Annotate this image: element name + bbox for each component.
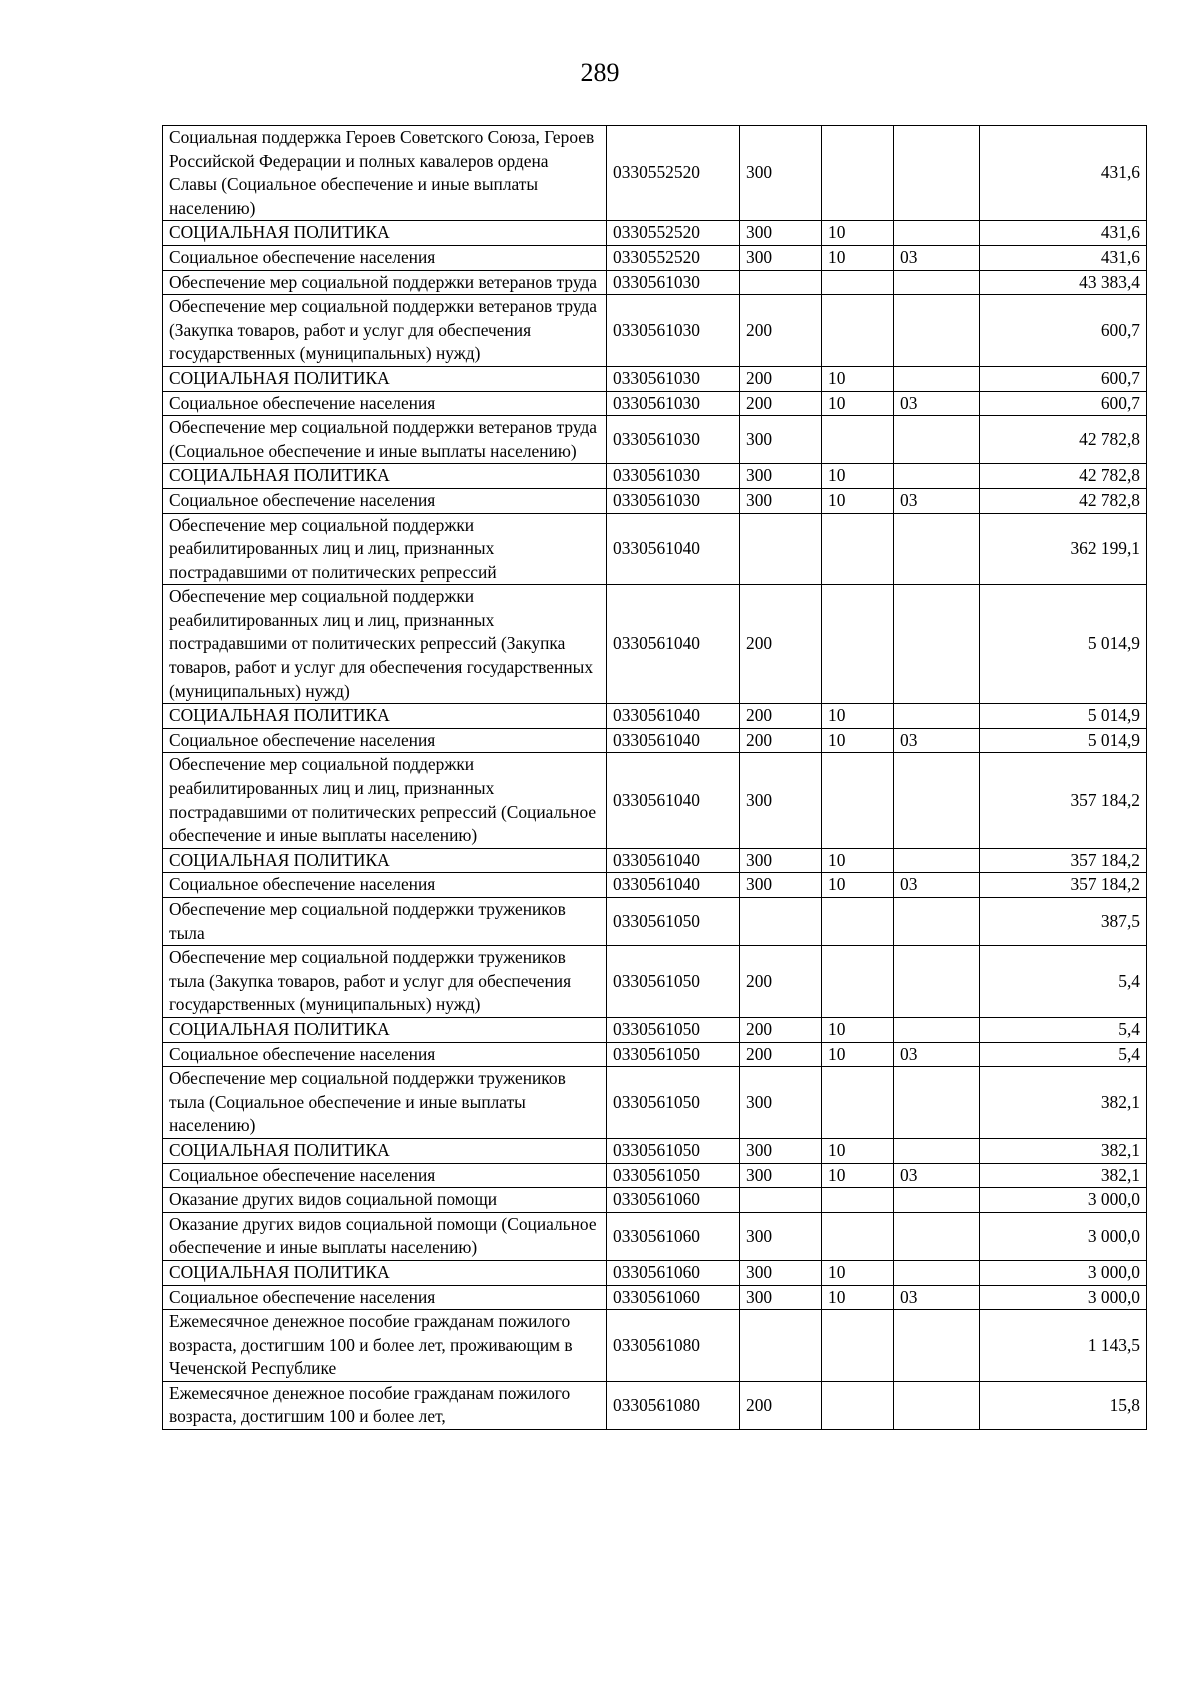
row-rz-cell: 10 [822,1163,894,1188]
row-rz-cell: 10 [822,873,894,898]
table-row [163,245,1147,270]
row-rz-cell [822,295,894,367]
row-name-cell: Обеспечение мер социальной поддержки реабилитированных лиц и лиц, признанных пострадавшими от политических репрессий [163,513,607,585]
table-row [163,391,1147,416]
page-number: 289 [580,58,620,87]
table-row [163,1042,1147,1067]
row-vr-cell: 200 [740,946,822,1018]
row-sum-cell: 431,6 [980,126,1147,221]
row-rz-cell: 10 [822,848,894,873]
row-vr-cell: 300 [740,1138,822,1163]
row-vr-cell: 300 [740,1260,822,1285]
row-sum-cell: 387,5 [980,898,1147,946]
row-sum-cell: 3 000,0 [980,1212,1147,1260]
row-rz-cell [822,585,894,704]
row-vr-cell: 300 [740,126,822,221]
row-name-cell: Социальное обеспечение населения [163,1163,607,1188]
row-pr-cell [894,1381,980,1429]
row-sum-cell: 5 014,9 [980,728,1147,753]
table-row [163,753,1147,848]
row-code-cell: 0330561060 [607,1188,740,1213]
row-vr-cell: 300 [740,416,822,464]
row-rz-cell [822,946,894,1018]
row-code-cell: 0330561050 [607,946,740,1018]
row-sum-cell: 5 014,9 [980,585,1147,704]
row-name-cell: Обеспечение мер социальной поддержки реабилитированных лиц и лиц, признанных пострадавшими от политических репрессий (Закупка товаров, работ и услуг для обеспечения государственных (муниципальных) нужд) [163,585,607,704]
table-row [163,221,1147,246]
row-vr-cell: 200 [740,366,822,391]
row-pr-cell [894,1212,980,1260]
row-pr-cell: 03 [894,1285,980,1310]
row-vr-cell [740,1188,822,1213]
row-code-cell: 0330561030 [607,464,740,489]
row-rz-cell: 10 [822,391,894,416]
row-vr-cell: 200 [740,1381,822,1429]
row-code-cell: 0330552520 [607,221,740,246]
row-rz-cell: 10 [822,704,894,729]
table-row [163,488,1147,513]
row-rz-cell [822,1212,894,1260]
row-rz-cell: 10 [822,366,894,391]
row-pr-cell [894,704,980,729]
row-vr-cell [740,513,822,585]
row-name-cell: Социальное обеспечение населения [163,488,607,513]
row-code-cell: 0330561040 [607,585,740,704]
row-pr-cell [894,464,980,489]
row-pr-cell [894,946,980,1018]
table-row [163,464,1147,489]
row-code-cell: 0330561040 [607,753,740,848]
row-sum-cell: 42 782,8 [980,488,1147,513]
row-rz-cell: 10 [822,221,894,246]
row-sum-cell: 5,4 [980,1017,1147,1042]
row-code-cell: 0330561040 [607,873,740,898]
row-sum-cell: 3 000,0 [980,1188,1147,1213]
row-rz-cell [822,1067,894,1139]
row-pr-cell [894,366,980,391]
table-row [163,1138,1147,1163]
row-sum-cell: 362 199,1 [980,513,1147,585]
row-pr-cell: 03 [894,488,980,513]
row-pr-cell [894,1310,980,1382]
row-name-cell: Социальное обеспечение населения [163,245,607,270]
row-sum-cell: 42 782,8 [980,464,1147,489]
table-row [163,1310,1147,1382]
row-sum-cell: 43 383,4 [980,270,1147,295]
row-name-cell: СОЦИАЛЬНАЯ ПОЛИТИКА [163,464,607,489]
table-row [163,946,1147,1018]
row-vr-cell: 300 [740,245,822,270]
row-code-cell: 0330561050 [607,1042,740,1067]
row-name-cell: Социальная поддержка Героев Советского Союза, Героев Российской Федерации и полных кавалеров ордена Славы (Социальное обеспечение и иные выплаты населению) [163,126,607,221]
row-code-cell: 0330561030 [607,366,740,391]
row-code-cell: 0330561080 [607,1381,740,1429]
row-code-cell: 0330561030 [607,488,740,513]
row-sum-cell: 5 014,9 [980,704,1147,729]
row-code-cell: 0330561060 [607,1260,740,1285]
row-sum-cell: 3 000,0 [980,1260,1147,1285]
row-rz-cell: 10 [822,728,894,753]
row-rz-cell [822,270,894,295]
table-row [163,704,1147,729]
row-rz-cell: 10 [822,1017,894,1042]
budget-table [162,125,1147,1430]
row-name-cell: Ежемесячное денежное пособие гражданам пожилого возраста, достигшим 100 и более лет, [163,1381,607,1429]
table-row [163,1260,1147,1285]
row-rz-cell: 10 [822,1138,894,1163]
row-code-cell: 0330552520 [607,245,740,270]
row-vr-cell: 300 [740,464,822,489]
row-rz-cell: 10 [822,1042,894,1067]
row-sum-cell: 382,1 [980,1163,1147,1188]
row-pr-cell: 03 [894,873,980,898]
row-pr-cell [894,513,980,585]
row-name-cell: Обеспечение мер социальной поддержки реабилитированных лиц и лиц, признанных пострадавшими от политических репрессий (Социальное обеспечение и иные выплаты населению) [163,753,607,848]
row-sum-cell: 600,7 [980,391,1147,416]
row-sum-cell: 3 000,0 [980,1285,1147,1310]
table-row [163,728,1147,753]
row-name-cell: Социальное обеспечение населения [163,728,607,753]
row-name-cell: СОЦИАЛЬНАЯ ПОЛИТИКА [163,704,607,729]
row-code-cell: 0330561040 [607,513,740,585]
row-pr-cell [894,1138,980,1163]
row-pr-cell [894,753,980,848]
table-row [163,513,1147,585]
row-name-cell: Обеспечение мер социальной поддержки ветеранов труда [163,270,607,295]
row-code-cell: 0330561060 [607,1212,740,1260]
row-rz-cell: 10 [822,1285,894,1310]
row-code-cell: 0330561040 [607,704,740,729]
table-row [163,585,1147,704]
row-vr-cell [740,898,822,946]
row-vr-cell: 200 [740,391,822,416]
row-vr-cell: 200 [740,704,822,729]
row-rz-cell [822,753,894,848]
row-code-cell: 0330561040 [607,848,740,873]
row-pr-cell: 03 [894,391,980,416]
row-sum-cell: 382,1 [980,1138,1147,1163]
row-pr-cell [894,270,980,295]
table-row [163,1212,1147,1260]
row-pr-cell [894,898,980,946]
row-rz-cell: 10 [822,245,894,270]
budget-table-body [163,126,1147,1430]
row-name-cell: Обеспечение мер социальной поддержки тружеников тыла (Социальное обеспечение и иные выплаты населению) [163,1067,607,1139]
row-code-cell: 0330561050 [607,1017,740,1042]
row-name-cell: СОЦИАЛЬНАЯ ПОЛИТИКА [163,1017,607,1042]
row-code-cell: 0330561060 [607,1285,740,1310]
row-code-cell: 0330561050 [607,1138,740,1163]
row-rz-cell [822,1188,894,1213]
row-name-cell: Оказание других видов социальной помощи (Социальное обеспечение и иные выплаты населению) [163,1212,607,1260]
row-code-cell: 0330561030 [607,270,740,295]
table-row [163,126,1147,221]
row-vr-cell: 200 [740,1042,822,1067]
row-sum-cell: 600,7 [980,295,1147,367]
row-vr-cell: 300 [740,1067,822,1139]
row-name-cell: СОЦИАЛЬНАЯ ПОЛИТИКА [163,366,607,391]
row-name-cell: Обеспечение мер социальной поддержки тружеников тыла (Закупка товаров, работ и услуг для обеспечения государственных (муниципальных) нужд) [163,946,607,1018]
row-vr-cell: 300 [740,848,822,873]
row-pr-cell [894,221,980,246]
row-pr-cell [894,1188,980,1213]
table-row [163,416,1147,464]
table-row [163,1285,1147,1310]
row-rz-cell [822,1381,894,1429]
row-sum-cell: 15,8 [980,1381,1147,1429]
row-sum-cell: 357 184,2 [980,873,1147,898]
table-row [163,270,1147,295]
row-code-cell: 0330561030 [607,416,740,464]
row-name-cell: Социальное обеспечение населения [163,1285,607,1310]
table-row [163,873,1147,898]
row-name-cell: СОЦИАЛЬНАЯ ПОЛИТИКА [163,848,607,873]
row-name-cell: Обеспечение мер социальной поддержки ветеранов труда (Закупка товаров, работ и услуг для обеспечения государственных (муниципальных) нужд) [163,295,607,367]
table-row [163,366,1147,391]
row-pr-cell [894,1017,980,1042]
row-rz-cell [822,416,894,464]
row-sum-cell: 5,4 [980,946,1147,1018]
row-name-cell: Обеспечение мер социальной поддержки ветеранов труда (Социальное обеспечение и иные выплаты населению) [163,416,607,464]
row-vr-cell: 200 [740,728,822,753]
row-vr-cell [740,270,822,295]
row-vr-cell: 300 [740,1285,822,1310]
row-sum-cell: 357 184,2 [980,848,1147,873]
table-row [163,295,1147,367]
row-vr-cell: 300 [740,1212,822,1260]
row-vr-cell: 300 [740,1163,822,1188]
table-row [163,1188,1147,1213]
row-name-cell: Социальное обеспечение населения [163,391,607,416]
row-name-cell: Социальное обеспечение населения [163,873,607,898]
row-pr-cell [894,295,980,367]
row-code-cell: 0330552520 [607,126,740,221]
row-name-cell: Обеспечение мер социальной поддержки тружеников тыла [163,898,607,946]
table-row [163,1067,1147,1139]
row-pr-cell: 03 [894,728,980,753]
row-pr-cell [894,1260,980,1285]
row-pr-cell [894,848,980,873]
row-sum-cell: 382,1 [980,1067,1147,1139]
row-name-cell: Социальное обеспечение населения [163,1042,607,1067]
row-sum-cell: 42 782,8 [980,416,1147,464]
row-name-cell: СОЦИАЛЬНАЯ ПОЛИТИКА [163,1138,607,1163]
row-pr-cell: 03 [894,1163,980,1188]
row-sum-cell: 357 184,2 [980,753,1147,848]
row-code-cell: 0330561040 [607,728,740,753]
row-sum-cell: 5,4 [980,1042,1147,1067]
row-code-cell: 0330561050 [607,1067,740,1139]
row-sum-cell: 600,7 [980,366,1147,391]
row-pr-cell [894,126,980,221]
row-rz-cell: 10 [822,1260,894,1285]
row-pr-cell: 03 [894,245,980,270]
row-name-cell: СОЦИАЛЬНАЯ ПОЛИТИКА [163,221,607,246]
row-vr-cell: 200 [740,295,822,367]
row-pr-cell [894,416,980,464]
row-vr-cell: 200 [740,585,822,704]
row-pr-cell: 03 [894,1042,980,1067]
row-name-cell: СОЦИАЛЬНАЯ ПОЛИТИКА [163,1260,607,1285]
row-code-cell: 0330561030 [607,391,740,416]
row-sum-cell: 431,6 [980,221,1147,246]
row-vr-cell: 300 [740,873,822,898]
row-sum-cell: 431,6 [980,245,1147,270]
row-code-cell: 0330561080 [607,1310,740,1382]
table-row [163,1381,1147,1429]
row-vr-cell: 300 [740,221,822,246]
row-vr-cell: 300 [740,753,822,848]
row-rz-cell: 10 [822,488,894,513]
row-rz-cell [822,126,894,221]
table-row [163,898,1147,946]
table-row [163,848,1147,873]
row-name-cell: Оказание других видов социальной помощи [163,1188,607,1213]
row-code-cell: 0330561050 [607,1163,740,1188]
row-sum-cell: 1 143,5 [980,1310,1147,1382]
row-name-cell: Ежемесячное денежное пособие гражданам пожилого возраста, достигшим 100 и более лет, проживающим в Чеченской Республике [163,1310,607,1382]
table-row [163,1017,1147,1042]
row-pr-cell [894,585,980,704]
row-vr-cell: 200 [740,1017,822,1042]
row-pr-cell [894,1067,980,1139]
row-rz-cell [822,513,894,585]
row-vr-cell: 300 [740,488,822,513]
table-row [163,1163,1147,1188]
row-code-cell: 0330561050 [607,898,740,946]
row-rz-cell [822,1310,894,1382]
row-rz-cell [822,898,894,946]
row-code-cell: 0330561030 [607,295,740,367]
row-vr-cell [740,1310,822,1382]
row-rz-cell: 10 [822,464,894,489]
